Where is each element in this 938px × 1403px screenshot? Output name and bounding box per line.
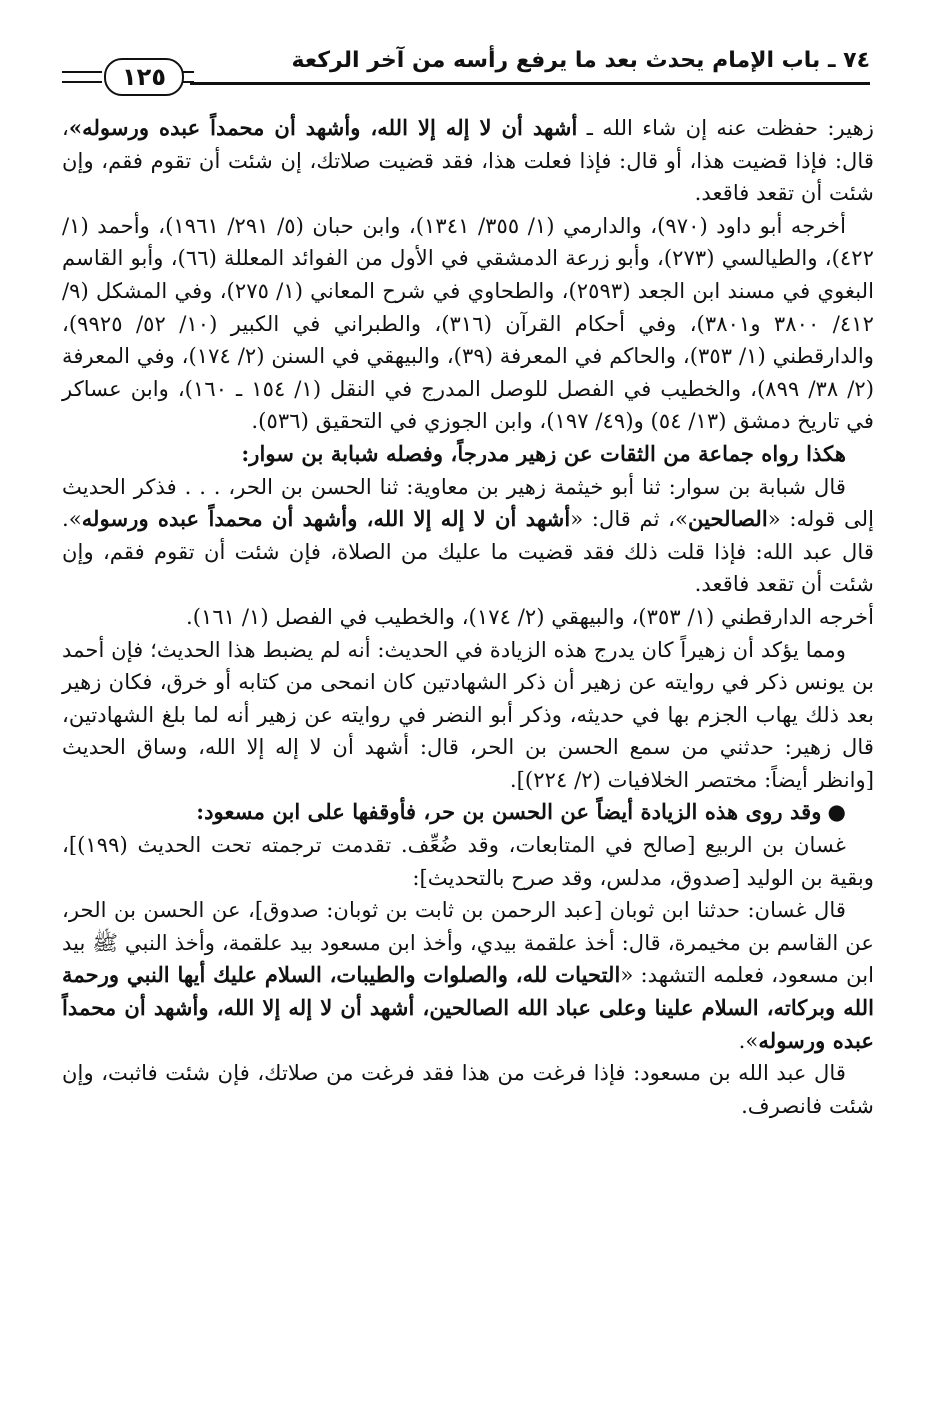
paragraph-evidence: ومما يؤكد أن زهيراً كان يدرج هذه الزيادة في الحديث: أنه لم يضبط هذا الحديث؛ فإن أحمد بن يونس ذكر في روايته عن زهير أن ذكر الشهادتين كان انمحى من كتابه أو خرق، فكان زهير بعد ذلك يهاب الجزم بها في حديثه، وذكر أبو النضر في روايته عن زهير أنه لما بلغ الشهادتين، قال زهير: حدثني من سمع الحسن بن الحر، قال: أشهد أن لا إله إلا الله، وساق الحديث [وانظر أيضاً: مختصر الخلافيات (٢/ ٢٢٤)]. [62,636,874,792]
bullet-icon: ● [827,799,846,825]
heading-text: وقد روى هذه الزيادة أيضاً عن الحسن بن حر، فأوقفها على ابن مسعود: [196,799,822,825]
chapter-title: ٧٤ ـ باب الإمام يحدث بعد ما يرفع رأسه من آخر الركعة [291,48,870,73]
paragraph-takhrij-1: أخرجه أبو داود (٩٧٠)، والدارمي (١/ ٣٥٥/ ١٣٤١)، وابن حبان (٥/ ٢٩١/ ١٩٦١)، وأحمد (١/ ٤٢٢)، والطيالسي (٢٧٣)، وأبو زرعة الدمشقي في الأول من الفوائد المعللة (٦٦)، وأبو القاسم البغوي في مسند ابن الجعد (٢٥٩٣)، والطحاوي في شرح المعاني (١/ ٢٧٥)، وفي المشكل (٩/ ٤١٢/ ٣٨٠٠ و٣٨٠١)، وفي أحكام القرآن (٣١٦)، والطبراني في الكبير (١٠/ ٥٢/ ٩٩٢٥)، والدارقطني (١/ ٣٥٣)، والحاكم في المعرفة (٣٩)، والبيهقي في السنن (٢/ ١٧٤)، وفي المعرفة (٢/ ٣٨/ ٨٩٩)، والخطيب في الفصل للوصل المدرج في النقل (١/ ١٥٤ ـ ١٦٠)، وابن عساكر في تاريخ دمشق (١٣/ ٥٤) و(٤٩/ ١٩٧)، وابن الجوزي في التحقيق (٥٣٦). [62,212,875,434]
paragraph-ghassan-narration [62,894,874,1057]
page-number-badge [104,58,184,96]
bold-quote: أشهد أن لا إله إلا الله، وأشهد أن محمداً عبده ورسوله [81,506,571,532]
text-run: قال شبابة بن سوار: ثنا أبو خيثمة زهير بن معاوية: ثنا الحسن بن الحر، . . . فذكر الحديث إلى قوله: « [62,473,874,532]
paragraph-zuhair-narration [62,112,874,210]
page-number: ١٢٥ [122,63,166,91]
text-run: ، قال: فإذا قضيت هذا، أو قال: فإذا فعلت هذا، فقد قضيت صلاتك، إن شئت أن تقوم فقم، وإن شئت أن تقعد فاقعد. [62,115,874,206]
bold-quote: الصالحين [687,506,768,532]
bold-quote: التحيات لله، والصلوات والطيبات، السلام عليك أيها النبي ورحمة الله وبركاته، السلام علينا وعلى عباد الله الصالحين، أشهد أن لا إله إلا الله، وأشهد أن محمداً عبده ورسوله [62,962,874,1053]
running-header [60,40,870,98]
text-run: قال غسان: حدثنا ابن ثوبان [عبد الرحمن بن ثابت بن ثوبان: صدوق]، عن الحسن بن الحر، عن القاسم بن مخيمرة، قال: أخذ علقمة بيدي، وأخذ ابن مسعود بيد علقمة، وأخذ النبي ﷺ بيد ابن مسعود، فعلمه التشهد: « [62,897,875,988]
ornament-line-left [62,71,102,83]
header-rule [190,82,870,85]
paragraph-ibn-masud-saying: قال عبد الله بن مسعود: فإذا فرغت من هذا فقد فرغت من صلاتك، فإن شئت فاثبت، وإن شئت فانصرف. [62,1060,874,1118]
text-run: ». قال عبد الله: فإذا قلت ذلك فقد قضيت ما عليك من الصلاة، فإن شئت أن تقوم فقم، وإن شئت أن تقعد فاقعد. [62,506,874,597]
page-body [62,112,874,1122]
paragraph-shababa-narration [62,471,874,601]
bold-quote: أشهد أن لا إله إلا الله، وأشهد أن محمداً عبده ورسوله» [68,115,578,140]
paragraph-narrators: غسان بن الربيع [صالح في المتابعات، وقد ضُعِّف. تقدمت ترجمته تحت الحديث (١٩٩)]، وبقية بن الوليد [صدوق، مدلس، وقد صرح بالتحديث]: [62,832,874,890]
text-run: زهير: حفظت عنه إن شاء الله ـ [577,115,874,140]
section-heading-ibn-masud [62,796,874,829]
paragraph-takhrij-2: أخرجه الدارقطني (١/ ٣٥٣)، والبيهقي (٢/ ١٧٤)، والخطيب في الفصل (١/ ١٦١). [185,603,874,629]
text-run: »، ثم قال: « [570,506,688,532]
section-heading-shababa: هكذا رواه جماعة من الثقات عن زهير مدرجاً، وفصله شبابة بن سوار: [241,440,846,466]
text-run: ». [738,1027,759,1053]
